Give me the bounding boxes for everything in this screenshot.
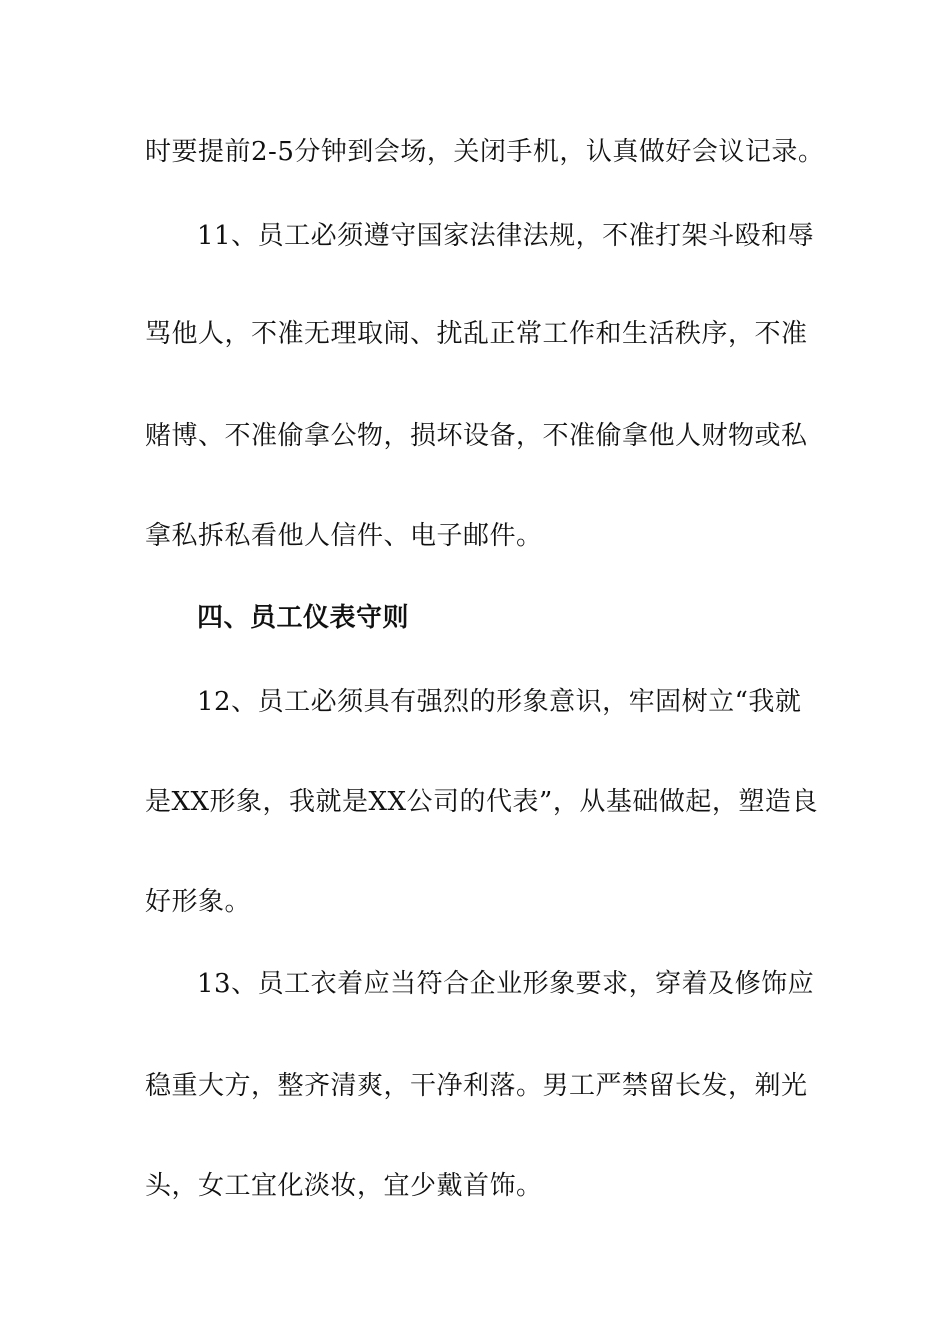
paragraph-13-line-3: 头，女工宜化淡妆，宜少戴首饰。 [145,1171,543,1201]
paragraph-10-continuation-line: 时要提前2-5分钟到会场，关闭手机，认真做好会议记录。 [145,137,825,167]
paragraph-11-line-1: 11、员工必须遵守国家法律法规，不准打架斗殴和辱 [197,221,815,251]
paragraph-13-line-1: 13、员工衣着应当符合企业形象要求，穿着及修饰应 [197,969,815,999]
paragraph-12-line-2: 是XX形象，我就是XX公司的代表”，从基础做起，塑造良 [145,787,818,817]
paragraph-13-line-2: 稳重大方，整齐清爽，干净利落。男工严禁留长发，剃光 [145,1071,808,1101]
paragraph-12-line-1: 12、员工必须具有强烈的形象意识，牢固树立“我就 [197,687,802,717]
paragraph-11-line-4: 拿私拆私看他人信件、电子邮件。 [145,521,543,551]
paragraph-11-line-3: 赌博、不准偷拿公物，损坏设备，不准偷拿他人财物或私 [145,421,808,451]
paragraph-12-line-3: 好形象。 [145,887,252,917]
paragraph-11-line-2: 骂他人，不准无理取闹、扰乱正常工作和生活秩序，不准 [145,319,808,349]
section-heading-appearance-rules: 四、员工仪表守则 [197,603,410,633]
